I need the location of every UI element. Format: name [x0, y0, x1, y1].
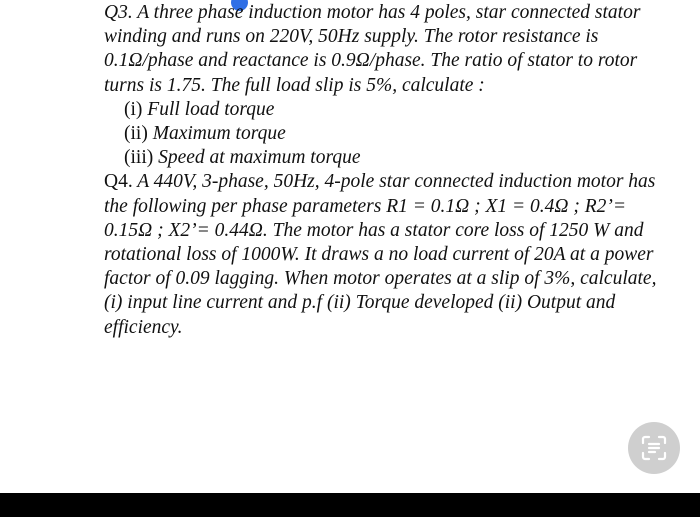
- text-scan-button[interactable]: [628, 422, 680, 474]
- question-3-items: [104, 98, 664, 171]
- list-item-text: Full load torque: [147, 98, 275, 120]
- question-3-text: A three phase induction motor has 4 poles, star connected stator winding and runs on 220V, 50Hz supply. The rotor resistance is 0.1Ω/phase and reactance is 0.9Ω/phase. The ratio of stator to rotor turns is 1.75. The full load slip is 5%, calculate :: [104, 2, 641, 96]
- question-3: [104, 1, 664, 98]
- bottom-bar: [0, 493, 700, 517]
- question-4: [104, 170, 664, 339]
- document-text: [104, 1, 664, 340]
- question-4-text: A 440V, 3-phase, 50Hz, 4-pole star connected induction motor has the following per phase parameters R1 = 0.1Ω ; X1 = 0.4Ω ; R2’= 0.15Ω ; X2’= 0.44Ω. The motor has a stator core loss of 1250 W and rotational loss of 1000W. It draws a no load current of 20A at a power factor of 0.09 lagging. When motor operates at a slip of 3%, calculate, (i) input line current and p.f (ii) Torque developed (ii) Output and efficiency.: [104, 171, 657, 338]
- list-item: [104, 122, 664, 146]
- list-item: [104, 98, 664, 122]
- list-item-number: (i): [124, 98, 143, 120]
- list-item-number: (ii): [124, 123, 148, 145]
- question-4-label: Q4.: [104, 171, 133, 193]
- list-item: [104, 146, 664, 170]
- list-item-text: Speed at maximum torque: [158, 147, 361, 169]
- question-3-label: Q3.: [104, 2, 133, 23]
- list-item-text: Maximum torque: [152, 123, 286, 145]
- text-scan-icon: [640, 434, 668, 462]
- list-item-number: (iii): [124, 147, 154, 169]
